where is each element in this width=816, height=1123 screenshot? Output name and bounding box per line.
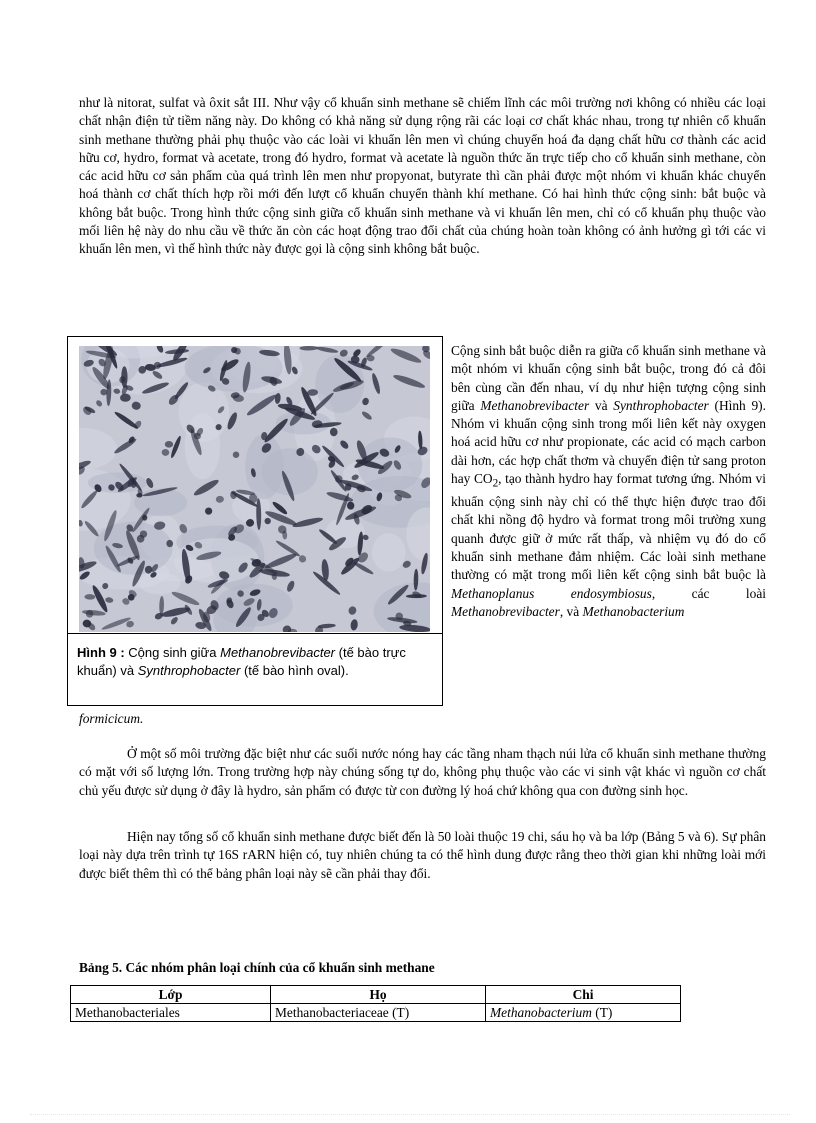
table-cell-class: Methanobacteriales (71, 1004, 271, 1022)
oval-cell (339, 439, 350, 450)
figure-label: Hình 9 : (77, 645, 125, 660)
genus-suffix: (T) (591, 1004, 613, 1020)
species-name: Methanobacterium (582, 603, 685, 619)
rod-cell (245, 392, 278, 417)
page-footer-rule (30, 1114, 790, 1115)
oval-cell (105, 597, 114, 604)
rod-cell (392, 373, 426, 390)
rod-cell (82, 609, 106, 616)
table-header-family: Họ (271, 986, 486, 1004)
paragraph-classification: Hiện nay tổng số cổ khuẩn sinh methane được biết đến là 50 loài thuộc 19 chi, sáu họ và ba lớp (Bảng 5 và 6). Sự phân loại này dựa trên trình tự 16S rARN hiện có, tuy nhiên chúng ta có thể hình dung được rằng theo thời gian khi những loài mới được biết thêm thì có thể bảng phân loại này sẽ cần phải thay đổi. (79, 829, 766, 881)
oval-cell (120, 394, 131, 402)
table-header-genus: Chi (486, 986, 681, 1004)
rod-cell (113, 410, 139, 430)
oval-cell (170, 616, 180, 626)
oval-cell (274, 393, 281, 405)
species-name-continued: formicicum. (79, 711, 144, 726)
rod-cell (171, 590, 201, 608)
oval-cell (286, 580, 296, 593)
rod-cell (300, 346, 318, 351)
background-patch (245, 434, 283, 499)
oval-cell (161, 449, 169, 456)
oval-cell (131, 401, 141, 411)
background-patch (372, 533, 406, 571)
rod-cell (316, 346, 339, 354)
taxonomy-table (70, 985, 681, 1022)
figure-9 (67, 336, 443, 706)
figure-caption (77, 644, 429, 679)
rod-cell (161, 606, 191, 619)
caption-species: Methanobrevibacter (220, 645, 336, 660)
text-run: , các loài (651, 585, 766, 601)
species-name: Methanoplanus endosymbiosus (451, 585, 652, 601)
caption-text: (tế bào hình oval). (240, 662, 349, 678)
micrograph-image (79, 346, 430, 632)
paragraph-hot-springs: Ở một số môi trường đặc biệt như các suối nước nóng hay các tầng nham thạch núi lửa cổ khuẩn sinh methane thường có mặt với số lượng lớn. Trong trường hợp này chúng sống tự do, không phụ thuộc vào các vi sinh vật khác vì nguồn cơ chất chủ yếu được sử dụng ở đây là hydro, sản phẩm có được từ con đường lý hoá chứ không qua con đường sinh học. (79, 746, 766, 798)
rod-cell (159, 596, 164, 615)
subscript: 2 (492, 477, 499, 490)
text-run: và (589, 397, 614, 413)
oval-cell (95, 399, 103, 408)
rod-cell (371, 372, 382, 394)
paragraph-obligate-symbiosis (451, 342, 766, 621)
table-cell-genus (486, 1004, 681, 1022)
species-name: Methanobrevibacter (480, 397, 590, 413)
species-name: Synthrophobacter (613, 397, 709, 413)
table-row (71, 1004, 681, 1022)
oval-cell (205, 507, 213, 514)
table-header-row (71, 986, 681, 1004)
oval-cell (263, 517, 272, 526)
rod-cell (292, 516, 324, 529)
genus-name: Methanobacterium (490, 1004, 592, 1020)
oval-cell (233, 451, 240, 458)
caption-species: Synthrophobacter (137, 662, 241, 678)
oval-cell (100, 389, 107, 396)
table-header-class: Lớp (71, 986, 271, 1004)
oval-cell (165, 441, 174, 448)
species-name: Methanobrevibacter (451, 603, 560, 619)
text-run: , và (559, 603, 583, 619)
table-cell-family: Methanobacteriaceae (T) (271, 1004, 486, 1022)
oval-cell (347, 605, 357, 616)
caption-text: Cộng sinh giữa (124, 645, 221, 660)
caption-text: (tế bào trực khuẩn) và (77, 645, 406, 678)
rod-cell (192, 477, 220, 497)
rod-cell (389, 346, 422, 365)
rod-cell (121, 366, 127, 388)
paragraph-symbiosis-intro: như là nitorat, sulfat và ôxit sắt III. Như vậy cổ khuẩn sinh methane sẽ chiếm lĩnh các môi trường nơi không có nhiều các loại chất nhận điện tử tiềm năng này. Do không có khả năng sử dụng rộng rãi các loại cơ chất khác nhau, trong tự nhiên cổ khuẩn sinh methane thường phải phụ thuộc vào các loài vi khuẩn lên men vì chúng chuyển hoá đa dạng chất hữu cơ thành các acid hữu cơ, hydro, format và acetate, trong đó hydro, format và acetate là nguồn thức ăn trực tiếp cho cổ khuẩn sinh methane, còn các acid hữu cơ sản phẩm của quá trình lên men như propyonat, butyrate thì cần phải được một nhóm vi khuẩn khác chuyển hoá thành cơ chất thích hợp rồi mới đến lượt cổ khuẩn chuyển thành khí methane. Có hai hình thức cộng sinh: bắt buộc và không bắt buộc. Trong hình thức cộng sinh giữa cổ khuẩn sinh methane và vi khuẩn lên men, chỉ có cổ khuẩn phụ thuộc vào mối liên hệ này do nhu cầu về thức ăn còn các hoạt động trao đổi chất của chúng hoàn toàn không có ảnh hưởng gì tới các vi khuẩn lên men, vì thế hình thức này được gọi là cộng sinh không bắt buộc. (79, 95, 766, 257)
background-patch (139, 573, 181, 595)
oval-cell (361, 410, 373, 421)
text-run: , tạo thành hydro hay format tương ứng. Nhóm vi khuẩn cộng sinh này chỉ có thể thực hiện được trao đổi chất khi nồng độ hydro và format trong môi trường xung quanh được giữ ở mức rất thấp, và nhiệm vụ đó do cổ khuẩn sinh methane đảm nhiệm. Các loài sinh methane thường có mặt trong mối liên kết cộng sinh bắt buộc là (451, 471, 766, 583)
oval-cell (350, 619, 358, 631)
text-run: (Hình 9). Nhóm vi khuẩn cộng sinh trong mối liên kết này oxygen hoá acid hữu cơ như propionate, các acid có mạch carbon dài hơn, các hợp chất thơm và chuyển điện tử sang proton hay CO (451, 397, 766, 487)
rod-cell (275, 539, 301, 558)
oval-cell (361, 397, 370, 406)
caption-divider (68, 633, 442, 634)
rod-cell (326, 490, 354, 503)
oval-cell (84, 594, 95, 600)
oval-cell (216, 496, 224, 503)
text-run: Cộng sinh bắt buộc diễn ra giữa cổ khuẩn sinh methane và một nhóm vi khuẩn cộng sinh bắt buộc, trong đó cả đôi bên cùng cần đến nhau, ví dụ như hiện tượng cộng sinh giữa (451, 343, 766, 413)
table-title: Bảng 5. Các nhóm phân loại chính của cổ khuẩn sinh methane (79, 960, 435, 975)
